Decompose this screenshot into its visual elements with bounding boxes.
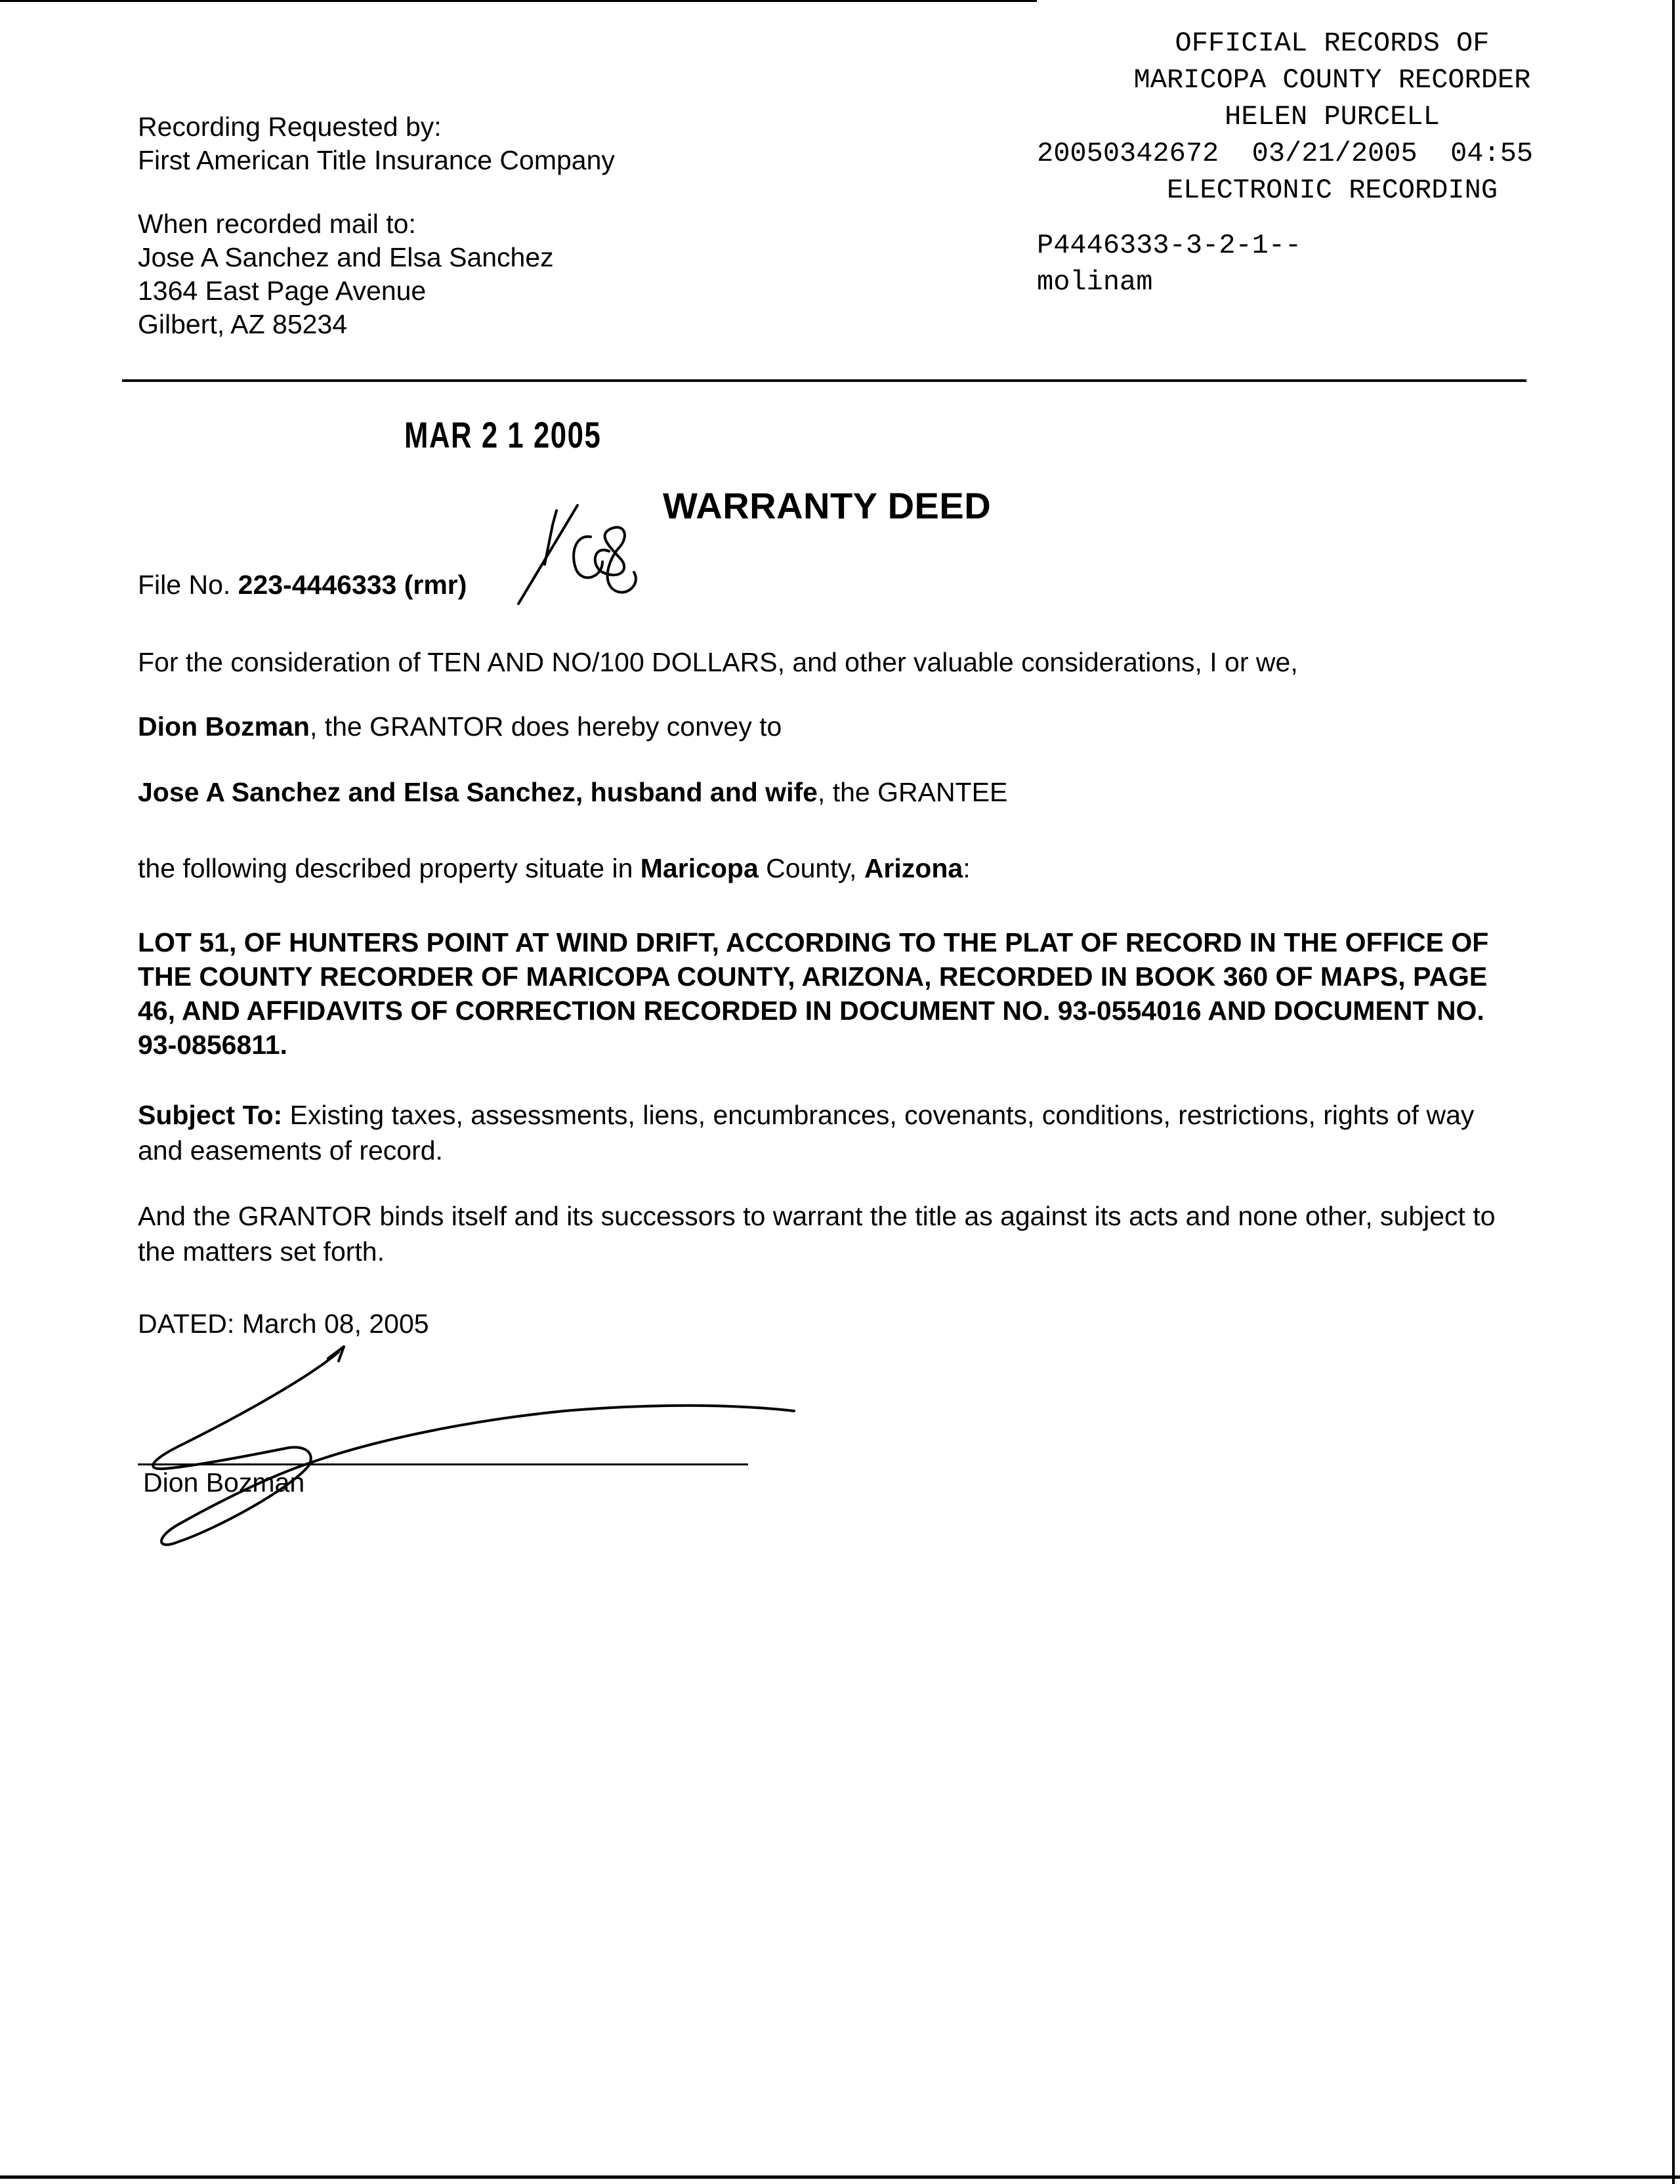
dated-line: DATED: March 08, 2005	[138, 1309, 429, 1339]
recorder-line-3: HELEN PURCELL	[1225, 101, 1440, 133]
grantor-text: , the GRANTOR does hereby convey to	[309, 711, 782, 742]
recorder-line-7: molinam	[1037, 266, 1153, 298]
recorder-line-5: ELECTRONIC RECORDING	[1166, 175, 1498, 206]
recorder-line-4: 20050342672 03/21/2005 04:55	[1037, 138, 1534, 169]
date-stamp: MAR 2 1 2005	[404, 414, 602, 455]
mail-to-block	[138, 207, 554, 341]
consideration-paragraph: For the consideration of TEN AND NO/100 DOLLARS, and other valuable considerations, I or we,	[138, 647, 1298, 677]
file-number: 223-4446333 (rmr)	[238, 570, 467, 600]
property-county-suffix: County,	[758, 853, 864, 883]
subject-to-paragraph	[138, 1097, 1522, 1168]
legal-description: LOT 51, OF HUNTERS POINT AT WIND DRIFT, ACCORDING TO THE PLAT OF RECORD IN THE OFFICE OF THE COUNTY RECORDER OF MARICOPA COUNTY, ARIZONA, RECORDED IN BOOK 360 OF MAPS, PAGE 46, AND AFFIDAVITS OF CORRECTION RECORDED IN DOCUMENT NO. 93-0554016 AND DOCUMENT NO. 93-0856811.	[138, 927, 1489, 1060]
header-divider	[122, 379, 1526, 382]
grantee-name: Jose A Sanchez and Elsa Sanchez, husband and wife	[138, 777, 818, 807]
file-number-line	[138, 570, 467, 600]
recorder-stamp	[1037, 25, 1628, 301]
grantor-name: Dion Bozman	[138, 711, 310, 742]
warranty-paragraph: And the GRANTOR binds itself and its successors to warrant the title as against its acts and none other, subject to the matters set forth.	[138, 1201, 1496, 1267]
mail-to-city: Gilbert, AZ 85234	[138, 309, 348, 339]
grantor-paragraph	[138, 709, 1522, 744]
property-county: Maricopa	[640, 853, 759, 883]
recorder-line-1: OFFICIAL RECORDS OF	[1175, 28, 1490, 59]
property-colon: :	[963, 853, 971, 883]
recording-requested-block	[138, 110, 615, 177]
subject-to-label: Subject To:	[138, 1100, 283, 1130]
property-state: Arizona	[864, 853, 963, 883]
handwritten-note	[518, 505, 636, 604]
mail-to-name: Jose A Sanchez and Elsa Sanchez	[138, 242, 554, 272]
signature-scribble	[153, 1347, 794, 1545]
recorder-line-2: MARICOPA COUNTY RECORDER	[1133, 64, 1531, 96]
mail-to-street: 1364 East Page Avenue	[138, 276, 427, 306]
property-paragraph	[138, 850, 1522, 886]
signatory-name: Dion Bozman	[143, 1467, 305, 1498]
scan-right-border	[1672, 0, 1675, 2184]
signature-line	[138, 1463, 748, 1465]
requested-by-company: First American Title Insurance Company	[138, 145, 615, 175]
grantee-paragraph	[138, 774, 1522, 810]
subject-to-text: Existing taxes, assessments, liens, encumbrances, covenants, conditions, restrictions, rights of way and easements of record.	[138, 1100, 1475, 1166]
file-number-label: File No.	[138, 570, 231, 600]
scan-top-rule	[0, 0, 1037, 2]
document-title: WARRANTY DEED	[663, 485, 992, 526]
grantee-text: , the GRANTEE	[817, 777, 1008, 807]
requested-by-label: Recording Requested by:	[138, 112, 442, 142]
mail-to-label: When recorded mail to:	[138, 209, 416, 239]
property-prefix: the following described property situate in	[138, 853, 640, 883]
scan-bottom-border	[0, 2175, 1680, 2179]
recorder-line-6: P4446333-3-2-1--	[1037, 230, 1302, 261]
